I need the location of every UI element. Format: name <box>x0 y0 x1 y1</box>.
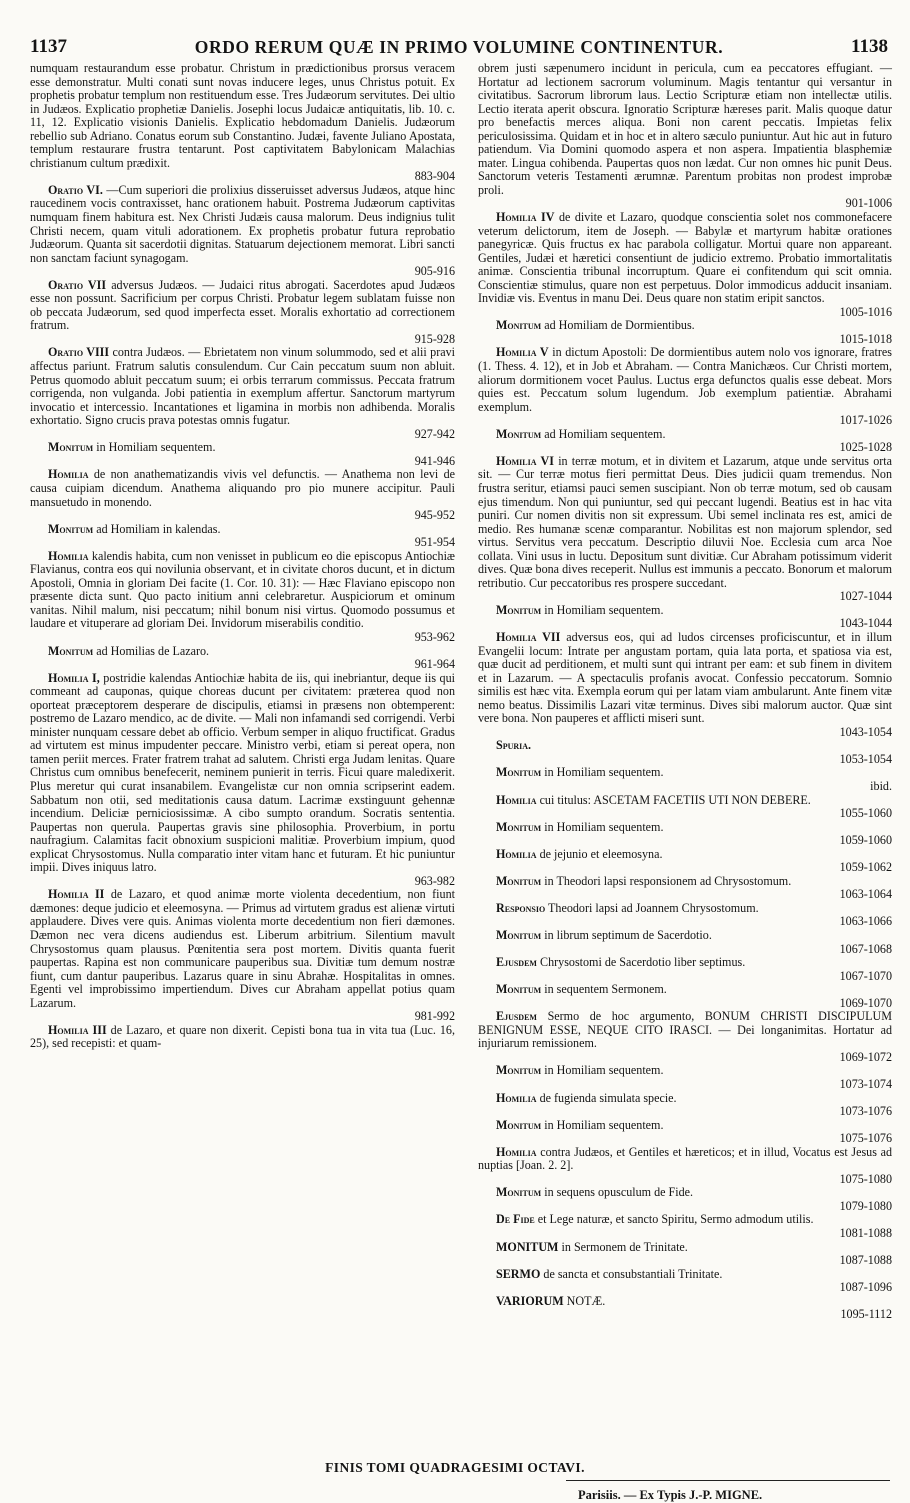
entry-text: in Homiliam sequentem. <box>544 1117 664 1132</box>
entry-page-range: 941-946 <box>414 453 455 468</box>
toc-entry <box>478 604 892 631</box>
entry-page-range: 951-954 <box>414 535 455 550</box>
entry-text: ad Homilias de Lazaro. <box>96 643 210 658</box>
entry-heading: MONITUM <box>496 1239 559 1254</box>
toc-entry <box>478 1010 892 1064</box>
right-column <box>478 62 892 1322</box>
toc-entry <box>478 1092 892 1119</box>
entry-page-range: 901-1006 <box>845 196 892 211</box>
entry-heading: SERMO <box>496 1266 541 1281</box>
entry-text: in Homiliam sequentem. <box>544 602 664 617</box>
entry-page-range: 1079-1080 <box>839 1198 892 1213</box>
entry-text: ad Homiliam sequentem. <box>544 426 666 441</box>
entry-page-range: 915-928 <box>414 331 455 346</box>
entry-heading: Monitum <box>496 765 542 780</box>
entry-page-range: 961-964 <box>414 657 455 672</box>
entry-text: de divite et Lazaro, quodque conscientia solet nos commonefacere veterum delictorum, item de Joseph. — Babylæ et martyrum habitæ orationes panegyricæ. Quis fructus ex hac parabola colligatur. Mortui quare non appareant. Gentiles, Judæi et hæretici consentiunt de judicio extremo. Probatio immortalitatis animæ. Conscientia tribunal incorruptum. Quare ei confitendum qui scit omnia. Conscientiæ stimulus, quare non est perpetuus. Dolor immodicus adducit insaniam. Invidiæ vis. Eventus in manu Dei. Deus quare non statim eripit sanctos. <box>478 210 892 306</box>
entry-text: de jejunio et eleemosyna. <box>539 846 663 861</box>
finis-line: FINIS TOMI QUADRAGESIMI OCTAVI. <box>325 1460 585 1475</box>
entry-text: in Theodori lapsi responsionem ad Chrysostomum. <box>544 873 792 888</box>
toc-entry <box>30 523 455 550</box>
toc-entry <box>478 1186 892 1213</box>
entry-page-range: 1067-1070 <box>839 968 892 983</box>
toc-entry <box>478 794 892 821</box>
entry-heading: Spuria. <box>496 738 532 753</box>
right-page-number: 1138 <box>851 36 888 57</box>
entry-heading: Homilia III <box>48 1022 107 1037</box>
entry-heading: Oratio VI. <box>48 182 103 197</box>
entry-text: Sermo de hoc argumento, BONUM CHRISTI DISCIPULUM BENIGNUM ESSE, NEQUE CITO IRASCI. — Dei longanimitas. Hortatur ad injuriarum remissionem. <box>478 1009 892 1051</box>
entry-heading: Homilia <box>48 548 89 563</box>
entry-page-range: 905-916 <box>414 264 455 279</box>
entry-text: de Lazaro, et quod animæ morte violenta decedentium, non fiunt dæmones: deque judicio et eleemosyna. — Primus ad virtutem gradus est alienæ virtuti applaudere. Dives vere quis. Animas violenta morte decedentium non fieri dæmones. Dæmon nec vera dicens audiendus est. Liberum arbitrium. Silentium mavult Chrysostomus quam plausus. Pœnitentia sera post mortem. Divitis quanta fuerit paupertas. Rapina est non communicare pauperibus sua. Divitiæ tum demum nostræ fiunt, cum dantur pauperibus. Lazarus quare in sinu Abrahæ. Hospitalitas in omnes. Egenti vel improbissimo impertiendum. Dives cur Abraham appellat potius quam Lazarum. <box>30 887 455 1010</box>
entry-text: in Sermonem de Trinitate. <box>561 1239 688 1254</box>
entry-text: in dictum Apostoli: De dormientibus autem nolo vos ignorare, fratres (1. Thess. 4. 12), et in Job et Abraham. — Contra Manichæos. Cur Christi mortem, aliorum dormitionem vocet Paulus. Luctus erga defunctos qualis esse debeat. Mors quies est. Peccatum solum lugendum. Job exemplum patientiæ. Abrahami exemplum. <box>478 345 892 414</box>
entry-text: adversus Judæos. — Judaici ritus abrogati. Sacerdotes apud Judæos esse non possunt. Sacrificium per corpus Christi. Probatur legem sublatam fuisse non ob peccata Judæorum, sed quod imperfecta esset. Moralis exhortatio ad correctionem fratrum. <box>30 277 455 333</box>
entry-text: cui titulus: ASCETAM FACETIIS UTI NON DEBERE. <box>539 792 811 807</box>
entry-text: in Homiliam sequentem. <box>544 819 664 834</box>
entry-page-range: 1025-1028 <box>839 440 892 455</box>
entry-page-range: 1081-1088 <box>839 1226 892 1241</box>
toc-entry <box>478 319 892 346</box>
entry-text: ad Homiliam in kalendas. <box>96 521 221 536</box>
entry-text: in sequentem Sermonem. <box>544 982 667 997</box>
entry-text: in sequens opusculum de Fide. <box>544 1185 694 1200</box>
toc-entry <box>30 279 455 347</box>
toc-entry <box>478 956 892 983</box>
toc-entry <box>478 739 892 766</box>
entry-page-range: 1063-1066 <box>839 914 892 929</box>
entry-heading: Homilia <box>496 1144 537 1159</box>
entry-text: de fugienda simulata specie. <box>539 1090 677 1105</box>
toc-entry <box>478 1064 892 1091</box>
entry-heading: De Fide <box>496 1212 535 1227</box>
entry-page-range: 1063-1064 <box>839 887 892 902</box>
entry-page-range: 1043-1054 <box>839 724 892 739</box>
entry-page-range: 1073-1076 <box>839 1104 892 1119</box>
entry-heading: Monitum <box>496 1185 542 1200</box>
entry-text: de non anathematizandis vivis vel defunctis. — Anathema non levi de causa cuipiam dicendum. Anathema aliquando pro pio munere accipitur. Pauli mansuetudo in monendo. <box>30 467 455 509</box>
entry-page-range: 1059-1062 <box>839 860 892 875</box>
entry-page-range: 883-904 <box>414 169 455 184</box>
toc-entry <box>30 645 455 672</box>
entry-heading: Homilia VII <box>496 629 561 644</box>
entry-text: in librum septimum de Sacerdotio. <box>544 928 712 942</box>
entry-text: contra Judæos, et Gentiles et hæreticos; et in illud, Vocatus est Jesus ad nuptias [Joan. 2. 2]. <box>478 1144 892 1173</box>
left-column <box>30 62 455 1051</box>
toc-entry <box>478 983 892 1010</box>
entry-heading: Oratio VII <box>48 277 107 292</box>
page-header <box>30 36 888 60</box>
entry-heading: Monitum <box>48 643 94 658</box>
entry-page-range: 1043-1044 <box>839 616 892 631</box>
toc-entry <box>478 211 892 319</box>
entry-page-range: 1087-1088 <box>839 1253 892 1268</box>
entry-heading: Homilia <box>496 792 537 807</box>
entry-text: contra Judæos. — Ebrietatem non vinum solummodo, sed et alii pravi affectus pariunt. Fratrum salutis consulendum. Cur Cain peccatum suum non abluit. Petrus quomodo abluit peccatum suum; ei orbis terrarum commissus. Peccata fratrum corrigenda, non vulganda. Jobi patientia in exemplum affertur. Sanctorum martyrum invocatio et intercessio. Incantationes et ligamina in morbis non adhibenda. Moralis exhortatio. Signo crucis prava potestas omnis fugatur. <box>30 345 455 428</box>
entry-text: postridie kalendas Antiochiæ habita de iis, qui inebriantur, deque iis qui commeant ad cauponas, quique choreas ducunt per civitatem: præterea quod non oporteat præceptorem desperare de discipulis, etiamsi in præsens non obtemperent: postremo de Lazaro mendico, ac de divite. — Mali non infamandi sed corrigendi. Verbi minister nunquam cessare debet ab officio. Verbum semper in aliquo fructificat. Gradus ad virtutem est minus impudenter peccare. Ministro verbi, etiam si pereat opera, non tamen periit merces. Frater fratrem trahat ad salutem. Christi erga Judam lenitas. Quare Christus cum omnibus benefecerit, neminem punierit in terris. Ficui quare maledixerit. Plus meretur qui curat insanabilem. Evangelistæ cur non omnia scripserint eadem. Sabbatum non otii, sed meditationis causa datum. Lacrimæ exstinguunt gehennæ incendium. Deliciæ perniciosissimæ. A cibo sumpto orandum. Socratis sententia. Paupertas non querula. Paupertas gravis sine philosophia. Proverbium, in portu naufragium. Calamitas facit obnoxium suspicioni malitiæ. Proverbium impium, quod explicat Chrysostomus. Nulla comparatio inter vitam hanc et futuram. Et hic puniuntur impii. Dives iniquus latro. <box>30 670 455 875</box>
entry-heading: Monitum <box>496 873 542 888</box>
entry-heading: Homilia II <box>48 887 105 902</box>
toc-entry <box>30 468 455 522</box>
toc-entry <box>30 184 455 279</box>
entry-text: in Homiliam sequentem. <box>96 440 216 455</box>
entry-heading: Oratio VIII <box>48 345 110 360</box>
entry-heading: Homilia <box>496 846 537 861</box>
toc-entry <box>478 902 892 929</box>
entry-text: in Homiliam sequentem. <box>544 1063 664 1078</box>
entry-page-range: ibid. <box>870 778 892 793</box>
toc-entry <box>478 1295 892 1322</box>
toc-entry <box>478 1241 892 1268</box>
toc-entry <box>478 346 892 427</box>
toc-entry <box>478 1146 892 1187</box>
footer-rule <box>566 1480 890 1481</box>
entry-page-range: 1087-1096 <box>839 1280 892 1295</box>
entry-heading: Homilia IV <box>496 210 555 225</box>
entry-text: ad Homiliam de Dormientibus. <box>544 318 695 333</box>
entry-text: obrem justi sæpenumero incidunt in pericula, cum ea peccatores effugiant. — Hortatur ad lectionem sacrorum voluminum. Magis tentantur qui versantur in civitatibus. Sacrorum librorum laus. Lectio Scripturæ etiam non intellectæ utilis. Lectio iterata aperit obscura. Ignoratio Scripturæ hæreses parit. Malis quoque datur pro benefactis merces aliqua. Boni non carent peccatis. Impietas felix periculosissima. Quidam et in hoc et in altero sæculo puniuntur. Aut hic aut in futuro patiendum. Via Domini quomodo aspera et non aspera. Impatientia blasphemiæ mater. Lingua cohibenda. Paupertas quos non lædat. Cur non omnes hic punit Deus. Sanctorum veteris Testamenti ærumnæ. Parentum probitas non prodest improbæ proli. <box>478 61 892 197</box>
entry-text: in terræ motum, et in divitem et Lazarum, atque unde servitus orta sit. — Cur terræ motus fieri permittat Deus. Dies judicii quam tremendus. Non frustra seritur, etiamsi pauci semen suscipiant. Non ob terræ motum, sed ob causam ejus timendum. Non qui puniuntur, sed qui peccant lugendi. Beatius est in hac vita puniri. Cur nomen divitis non sit expressum. Ubi semel inclinata res est, amici de medio. Res humanæ scenæ comparantur. Nobilitas est non majorum splendor, sed virtus. Servitus vera peccatum. Descriptio diluvii Noe. Ecclesia cum arca Noe collata. Vini usus in luctu. Depositum sunt divitiæ. Cur Abraham potissimum viderit dives. Quæ bona dives receperit. Nullus est immunis a peccato. Bonorum et malorum retributio. Cur peccatoribus res prospere succedant. <box>478 453 893 590</box>
entry-page-range: 1017-1026 <box>839 413 892 428</box>
toc-entry <box>30 346 455 441</box>
toc-entry <box>30 672 455 889</box>
entry-text: Theodori lapsi ad Joannem Chrysostomum. <box>548 900 759 915</box>
toc-entry <box>478 428 892 455</box>
entry-text: kalendis habita, cum non venisset in publicum eo die episcopus Antiochiæ Flavianus, contra eos qui novilunia observant, et in civitate choros ducunt, et in dictum Apostoli, Omnia in gloriam Dei facite (1. Cor. 10. 31): — Hæc Flaviano episcopo non præsente dicta sunt. Quo pacto initium anni celebraretur. Auspiciorum et ominum vanitas. Nihil malum, nisi peccatum; nihil bonum nisi virtus. Quomodo possumus et laudare et vituperare ad gloriam Dei. Invidorum miserabilis conditio. <box>30 548 456 631</box>
entry-page-range: 1015-1018 <box>839 331 892 346</box>
entry-heading: Monitum <box>48 521 94 536</box>
running-title: ORDO RERUM QUÆ IN PRIMO VOLUMINE CONTINENTUR. <box>194 37 724 57</box>
entry-text: de Lazaro, et quare non dixerit. Cepisti bona tua in vita tua (Luc. 16, 25), sed recepisti: et quam- <box>30 1022 455 1051</box>
entry-page-range: 1075-1076 <box>839 1131 892 1146</box>
entry-heading: Monitum <box>496 1063 542 1078</box>
entry-page-range: 1005-1016 <box>839 304 892 319</box>
entry-page-range: 1027-1044 <box>839 589 892 604</box>
entry-page-range: 1053-1054 <box>839 751 892 766</box>
toc-entry <box>30 888 455 1023</box>
toc-entry <box>478 1119 892 1146</box>
entry-heading: VARIORUM <box>496 1293 564 1308</box>
entry-heading: Monitum <box>496 426 542 441</box>
entry-page-range: 927-942 <box>414 426 455 441</box>
entry-text: in Homiliam sequentem. <box>544 765 664 780</box>
toc-entry <box>478 875 892 902</box>
entry-text: Chrysostomi de Sacerdotio liber septimus. <box>540 955 746 970</box>
entry-heading: Homilia I, <box>48 670 100 685</box>
entry-heading: Monitum <box>496 318 542 333</box>
entry-text: NOTÆ. <box>566 1293 606 1308</box>
toc-entry <box>478 1213 892 1240</box>
entry-page-range: 1069-1072 <box>839 1049 892 1064</box>
entry-heading: Monitum <box>496 1117 542 1132</box>
printer-imprint: Parisiis. — Ex Typis J.-P. MIGNE. <box>578 1488 763 1502</box>
toc-entry <box>30 62 455 184</box>
toc-entry <box>478 455 892 604</box>
entry-page-range: 963-982 <box>414 873 455 888</box>
entry-heading: Homilia <box>48 467 89 482</box>
toc-entry <box>30 441 455 468</box>
entry-page-range: 981-992 <box>414 1009 455 1024</box>
toc-entry <box>478 848 892 875</box>
toc-entry <box>478 62 892 211</box>
entry-heading: Monitum <box>496 602 542 617</box>
entry-heading: Ejusdem <box>496 1009 537 1024</box>
toc-entry <box>478 821 892 848</box>
entry-page-range: 1067-1068 <box>839 941 892 956</box>
entry-page-range: 953-962 <box>414 629 455 644</box>
entry-heading: Monitum <box>496 928 542 942</box>
entry-text: de sancta et consubstantiali Trinitate. <box>543 1266 723 1281</box>
entry-page-range: 1075-1080 <box>839 1171 892 1186</box>
entry-text: —Cum superiori die prolixius disseruisset adversus Judæos, atque hinc raucedinem vocis contraxisset, hanc orationem habuit. Postrema Judæorum captivitas numquam finem habitura est. Nex Christi Judæis causa malorum. Deus indignius tulit Christi necem, quam vituli adorationem. Ex prophetis probatur futura reprobatio Judæorum. Quanta sit sacerdotii dignitas. Statuarum dejectionem memorat. Libri sancti non sanctam faciunt synagogam. <box>30 182 455 265</box>
entry-text: numquam restaurandum esse probatur. Christum in prædictionibus prorsus veracem esse demonstratur. Multi conati sunt novas inducere leges, unus Christus potuit. Ex prophetis probatur templum non restituendum esse. Tres Judæorum servitutes. Dei ultio in Judæos. Explicatio prophetiæ Danielis. Josephi locus Judaicæ antiquitatis, lib. 10. c. 11, 12. Explicatio visionis Danielis. Explicatio hebdomadum Danielis. Judæorum rebellio sub Adriano. Conatus eorum sub Constantino. Judæi, favente Juliano Apostata, templum restaurare frustra tentarunt. Post captivitatem Babylonicam Malachias christianum cultum prædixit. <box>30 61 455 170</box>
entry-page-range: 1069-1070 <box>839 995 892 1010</box>
toc-entry <box>478 1268 892 1295</box>
entry-heading: Homilia V <box>496 345 549 360</box>
entry-heading: Homilia VI <box>496 453 554 468</box>
toc-entry <box>478 929 892 956</box>
entry-heading: Monitum <box>496 819 542 834</box>
entry-page-range: 1073-1074 <box>839 1077 892 1092</box>
entry-text: et Lege naturæ, et sancto Spiritu, Sermo admodum utilis. <box>537 1212 814 1227</box>
entry-page-range: 945-952 <box>414 508 455 523</box>
toc-entry <box>478 766 892 793</box>
toc-entry <box>478 631 892 739</box>
entry-heading: Responsio <box>496 900 546 915</box>
toc-entry <box>30 550 455 645</box>
entry-page-range: 1055-1060 <box>839 806 892 821</box>
entry-heading: Ejusdem <box>496 955 537 970</box>
entry-page-range: 1059-1060 <box>839 833 892 848</box>
entry-heading: Homilia <box>496 1090 537 1105</box>
left-page-number: 1137 <box>30 36 67 57</box>
entry-heading: Monitum <box>48 440 94 455</box>
entry-page-range: 1095-1112 <box>840 1307 892 1322</box>
toc-entry <box>30 1024 455 1051</box>
entry-heading: Monitum <box>496 982 542 997</box>
entry-text: adversus eos, qui ad ludos circenses proficiscuntur, et in illum Evangelii locum: Intrate per angustam portam, quia lata porta, et spatiosa via est, quæ ducit ad perditionem, et multi sunt qui intrant per eam: et sub finem in divitem et in Lazarum. — A spectaculis profanis avocat. Confessio peccatorum. Somnio similis est hæc vita. Exempla eorum qui per latam viam ambularunt. Ante finem vitæ nemo beatus. Dissimilis Lazari vitæ terminus. Dives sibi malorum auctor. Quæ sint vere bona. Non pauperes et afflicti miseri sunt. <box>478 629 892 726</box>
